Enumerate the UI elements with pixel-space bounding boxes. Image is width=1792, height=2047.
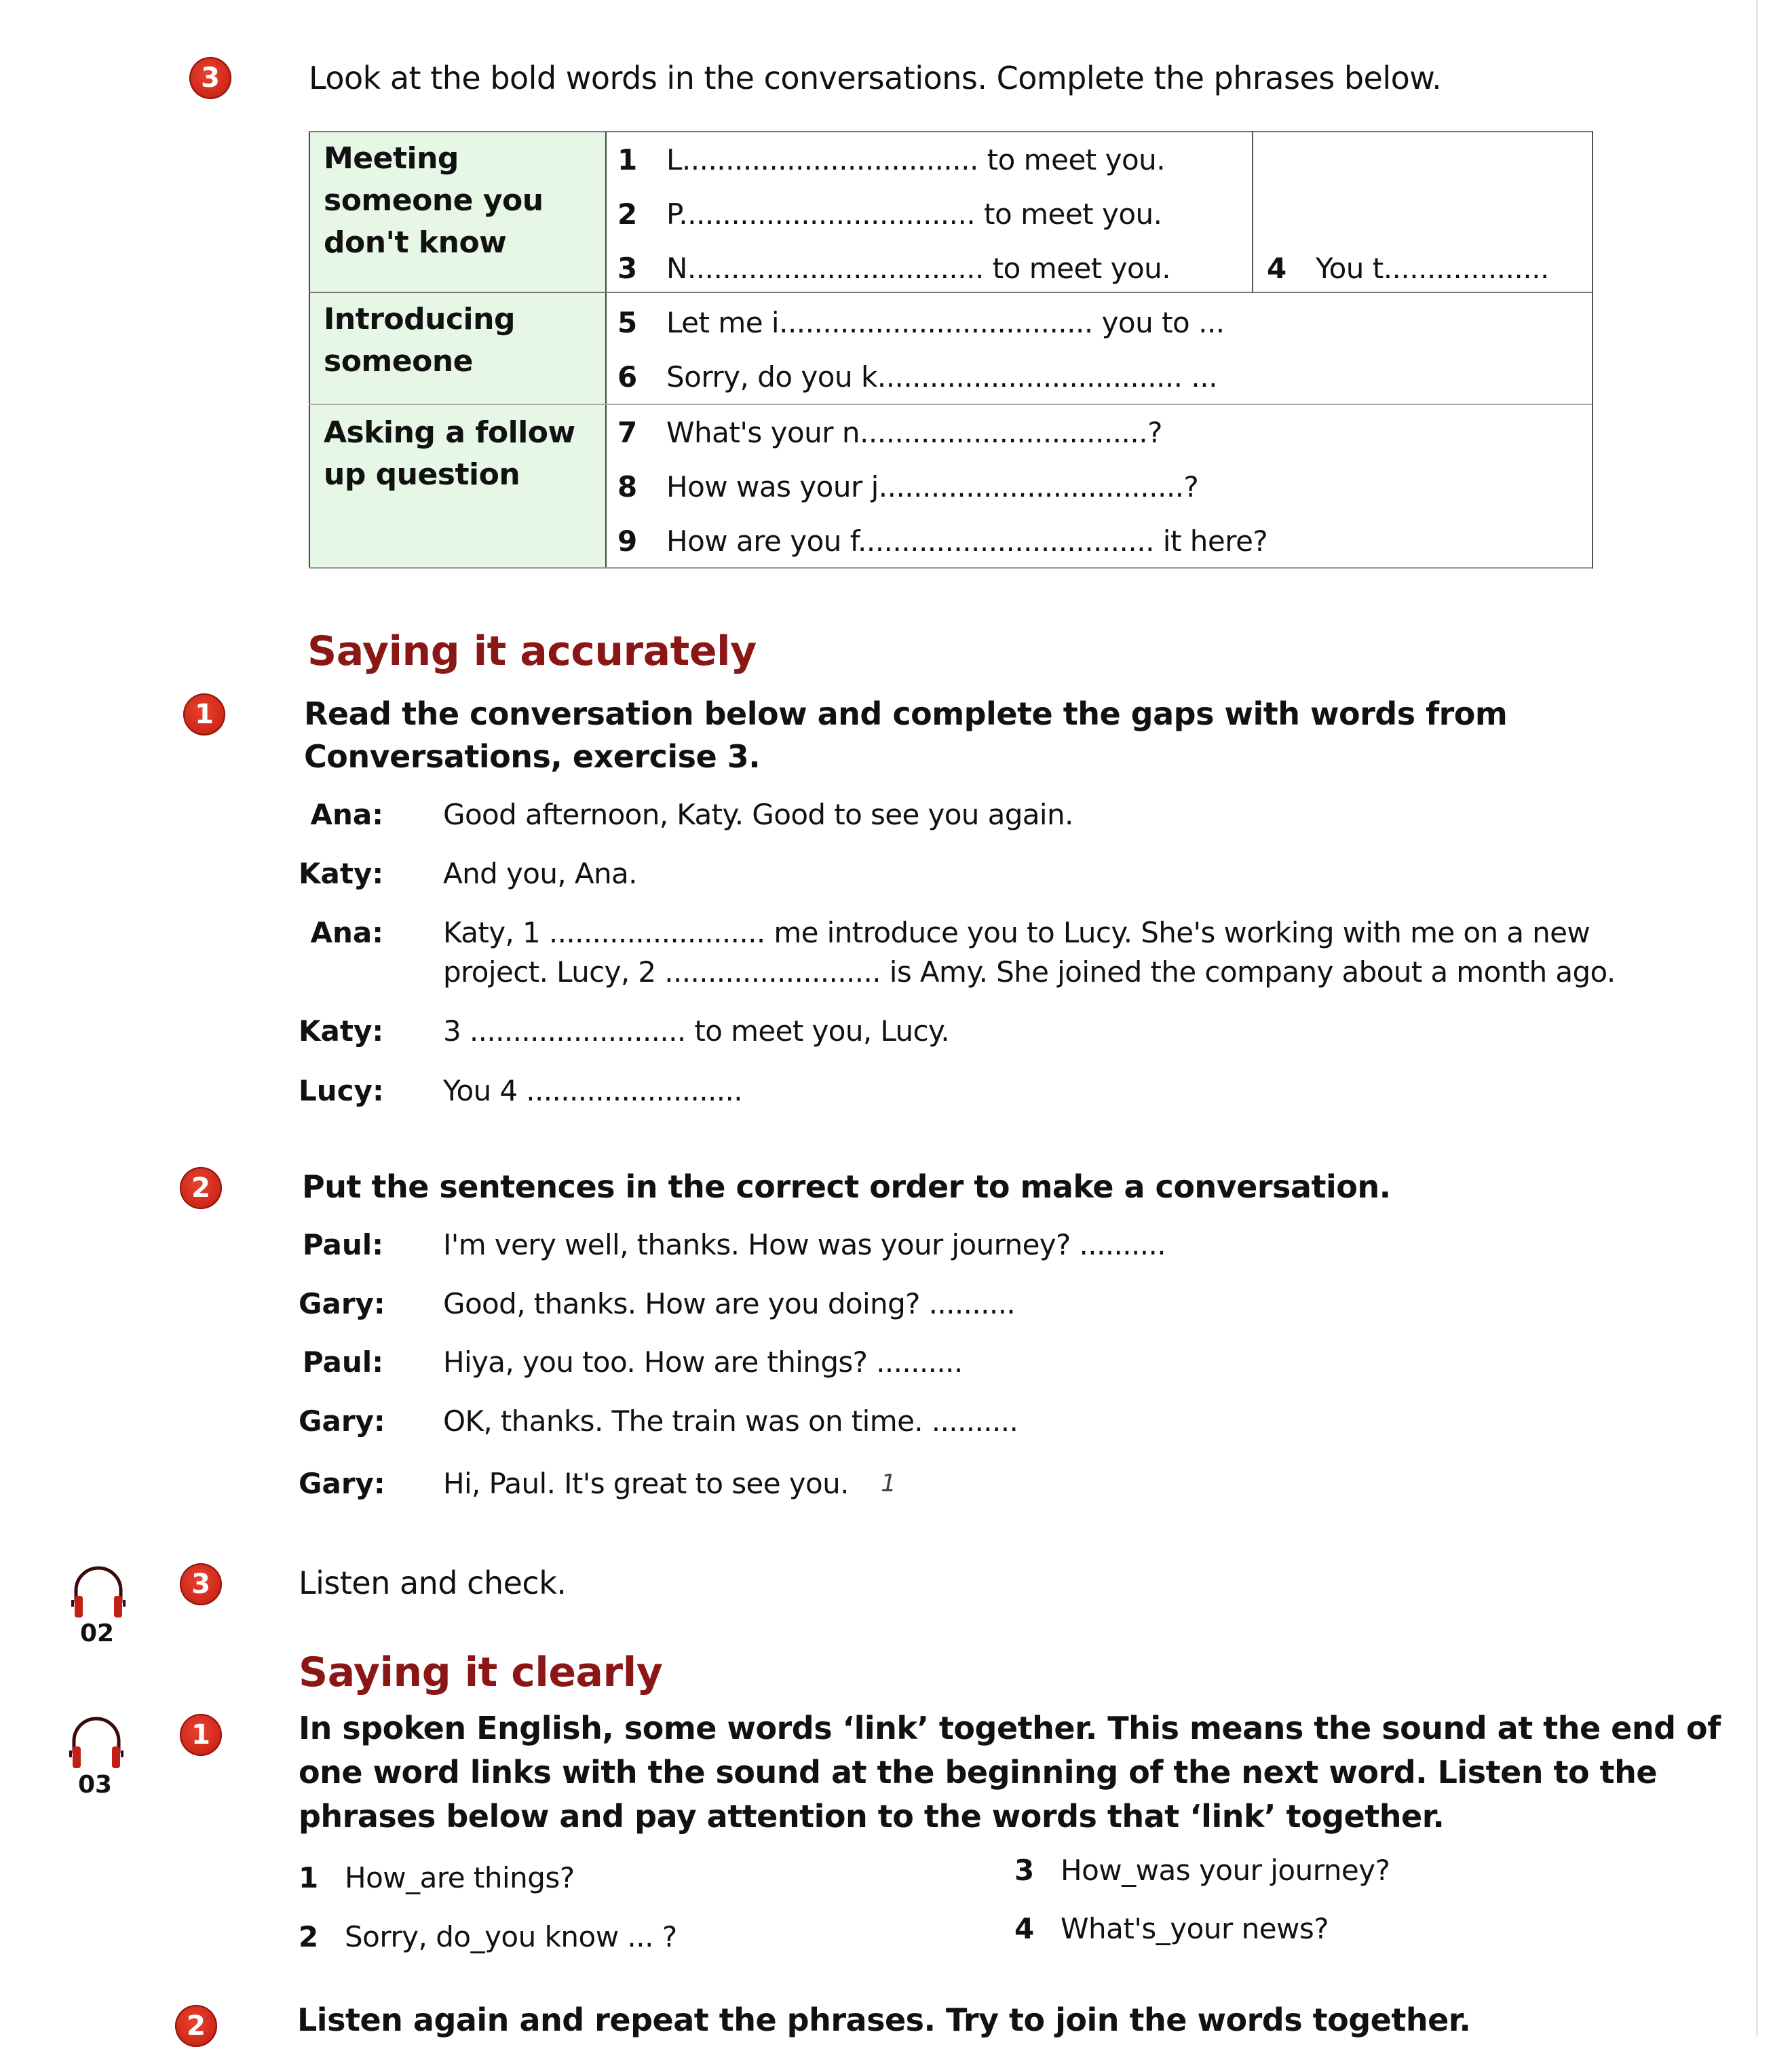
- phrase-item: [617, 416, 1162, 449]
- speaker-label: Paul:: [302, 1228, 383, 1261]
- speaker-label: Paul:: [302, 1345, 383, 1379]
- item-number: 8: [617, 470, 637, 503]
- dialogue-line: Hi, Paul. It's great to see you.: [443, 1467, 849, 1500]
- table-divider: [309, 404, 1593, 405]
- exercise-instruction: Look at the bold words in the conversations. Complete the phrases below.: [309, 60, 1442, 96]
- phrase-text: How_are things?: [345, 1861, 575, 1894]
- item-number: 4: [1267, 252, 1286, 285]
- dialogue-line: Hiya, you too. How are things? ..........: [443, 1345, 963, 1379]
- page-edge: [1756, 0, 1758, 2035]
- dialogue-line: Good, thanks. How are you doing? ..........: [443, 1287, 1016, 1320]
- speaker-label: Gary:: [299, 1404, 385, 1438]
- item-number: 7: [617, 416, 637, 449]
- item-number: 2: [617, 197, 637, 231]
- exercise-number-badge: 1: [183, 693, 225, 735]
- linking-phrase: [299, 1861, 575, 1894]
- exercise-number-badge: 3: [180, 1563, 222, 1605]
- dialogue-line: I'm very well, thanks. How was your journey? ..........: [443, 1228, 1166, 1261]
- phrase-number: 4: [1014, 1912, 1034, 1945]
- phrase-item: [617, 143, 1165, 176]
- phrase-item: [617, 470, 1198, 503]
- exercise-number-badge: 3: [189, 57, 231, 99]
- table-category-cell: [309, 131, 607, 292]
- item-number: 1: [617, 143, 637, 176]
- item-number: 6: [617, 360, 637, 394]
- phrase-text: What's_your news?: [1061, 1912, 1329, 1945]
- phrase-number: 3: [1014, 1854, 1034, 1887]
- speaker-label: Ana:: [310, 798, 383, 831]
- phrase-text: How_was your journey?: [1061, 1854, 1390, 1887]
- item-text: L.................................. to meet you.: [666, 143, 1166, 176]
- linking-phrase: [1014, 1912, 1329, 1945]
- headphones-icon[interactable]: [66, 1711, 127, 1772]
- exercise-number-badge: 1: [180, 1714, 222, 1756]
- phrase-text: Sorry, do_you know ... ?: [345, 1920, 677, 1953]
- section-title-saying-it-accurately: Saying it accurately: [307, 628, 757, 675]
- exercise-instruction: Read the conversation below and complete the gaps with words from: [304, 695, 1508, 732]
- audio-track-number: 02: [79, 1620, 115, 1647]
- dialogue-line: project. Lucy, 2 ......................... is Amy. She joined the company about a month ago.: [443, 955, 1616, 989]
- section-title-saying-it-clearly: Saying it clearly: [299, 1649, 663, 1696]
- phrase-item: [1267, 252, 1549, 285]
- item-text: Sorry, do you k................................... ...: [666, 360, 1217, 394]
- audio-track-number: 03: [77, 1771, 113, 1799]
- linking-phrase: [1014, 1854, 1390, 1887]
- table-category-cell: [309, 293, 607, 404]
- item-text: Let me i.................................... you to ...: [666, 306, 1225, 339]
- dialogue-line: Good afternoon, Katy. Good to see you again.: [443, 798, 1073, 831]
- speaker-label: Katy:: [299, 857, 384, 890]
- item-number: 3: [617, 252, 637, 285]
- speaker-label: Ana:: [310, 916, 383, 949]
- exercise-number-badge: 2: [180, 1167, 222, 1209]
- phrase-item: [617, 306, 1225, 339]
- exercise-number-badge: 2: [175, 2005, 217, 2047]
- linking-phrase: [299, 1920, 677, 1953]
- phrases-table: [309, 131, 1593, 569]
- item-number: 9: [617, 524, 637, 558]
- category-meeting-someone: Meeting someone you don't know: [324, 141, 544, 260]
- phrase-item: [617, 252, 1170, 285]
- exercise-instruction: Put the sentences in the correct order to make a conversation.: [302, 1168, 1391, 1205]
- item-number: 5: [617, 306, 637, 339]
- table-divider: [1252, 131, 1253, 292]
- item-text: You t...................: [1316, 252, 1549, 285]
- table-border: [1592, 131, 1593, 569]
- item-text: How are you f.................................. it here?: [666, 524, 1268, 558]
- exercise-instruction: Listen and check.: [299, 1565, 567, 1601]
- item-text: P.................................. to meet you.: [666, 197, 1162, 231]
- dialogue-line: OK, thanks. The train was on time. ..........: [443, 1404, 1018, 1438]
- category-introducing-someone: Introducing someone: [324, 302, 515, 379]
- dialogue-line: Katy, 1 ......................... me introduce you to Lucy. She's working with me on a new: [443, 916, 1590, 949]
- exercise-instruction: Conversations, exercise 3.: [304, 738, 761, 775]
- phrase-number: 2: [299, 1920, 318, 1953]
- item-text: What's your n.................................?: [666, 416, 1162, 449]
- exercise-instruction: Listen again and repeat the phrases. Try to join the words together.: [297, 2002, 1471, 2038]
- dialogue-line: 3 ......................... to meet you, Lucy.: [443, 1014, 949, 1048]
- table-border: [309, 131, 1593, 132]
- headphones-icon[interactable]: [68, 1561, 129, 1622]
- speaker-label: Lucy:: [299, 1074, 384, 1107]
- phrase-item: [617, 360, 1217, 394]
- table-divider: [309, 292, 1593, 293]
- exercise-instruction: In spoken English, some words ‘link’ together. This means the sound at the end of: [299, 1710, 1721, 1746]
- dialogue-line: You 4 .........................: [443, 1074, 742, 1107]
- item-text: N.................................. to meet you.: [666, 252, 1171, 285]
- phrase-item: [617, 524, 1267, 558]
- phrase-number: 1: [299, 1861, 318, 1894]
- table-category-cell: [309, 405, 607, 569]
- speaker-label: Gary:: [299, 1467, 385, 1500]
- table-border: [309, 567, 1593, 569]
- speaker-label: Gary:: [299, 1287, 385, 1320]
- dialogue-line: And you, Ana.: [443, 857, 637, 890]
- category-follow-up-question: Asking a follow up question: [324, 415, 575, 492]
- exercise-instruction: phrases below and pay attention to the words that ‘link’ together.: [299, 1798, 1445, 1835]
- speaker-label: Katy:: [299, 1014, 384, 1048]
- item-text: How was your j...................................?: [666, 470, 1199, 503]
- handwritten-answer: 1: [881, 1470, 896, 1497]
- phrase-item: [617, 197, 1162, 231]
- exercise-instruction: one word links with the sound at the beginning of the next word. Listen to the: [299, 1754, 1658, 1791]
